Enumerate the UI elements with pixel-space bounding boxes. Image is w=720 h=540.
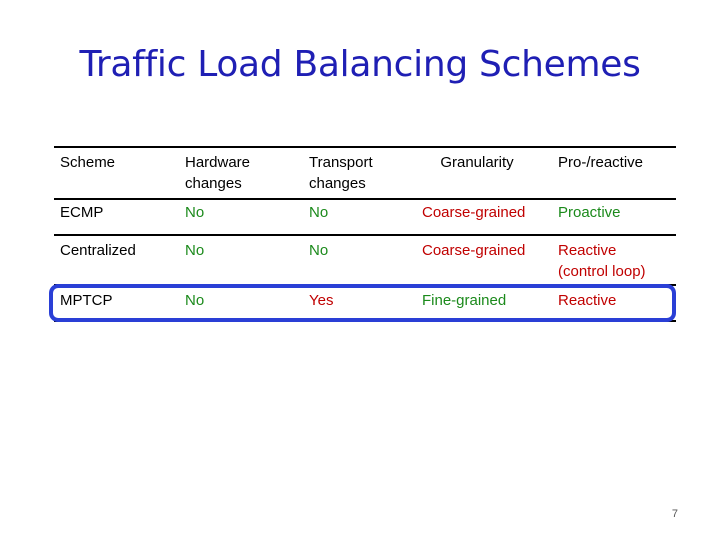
header-granularity: Granularity <box>440 154 514 171</box>
row-hardware: No <box>185 204 205 221</box>
row-hardware: No <box>185 292 205 309</box>
row-reactivity: Reactive <box>558 292 617 309</box>
row-transport: No <box>309 204 329 221</box>
row-reactivity: Reactive (control loop) <box>558 242 646 280</box>
table-top-rule <box>54 146 676 148</box>
row-divider <box>54 234 676 236</box>
header-bottom-rule <box>54 198 676 200</box>
row-transport: No <box>309 242 329 259</box>
slide-title: Traffic Load Balancing Schemes <box>79 44 641 85</box>
header-scheme: Scheme <box>60 154 116 171</box>
mptcp-highlight-box <box>49 284 676 322</box>
row-granularity: Fine-grained <box>422 292 507 309</box>
page-number: 7 <box>671 508 678 520</box>
row-hardware: No <box>185 242 205 259</box>
row-granularity: Coarse-grained <box>422 242 526 259</box>
row-scheme: Centralized <box>60 242 136 259</box>
row-scheme: ECMP <box>60 204 104 221</box>
header-transport: Transport changes <box>309 154 373 192</box>
row-granularity: Coarse-grained <box>422 204 526 221</box>
row-reactivity: Proactive <box>558 204 621 221</box>
row-transport: Yes <box>309 292 334 309</box>
header-reactivity: Pro-/reactive <box>558 154 644 171</box>
header-hardware: Hardware changes <box>185 154 251 192</box>
row-scheme: MPTCP <box>60 292 113 309</box>
